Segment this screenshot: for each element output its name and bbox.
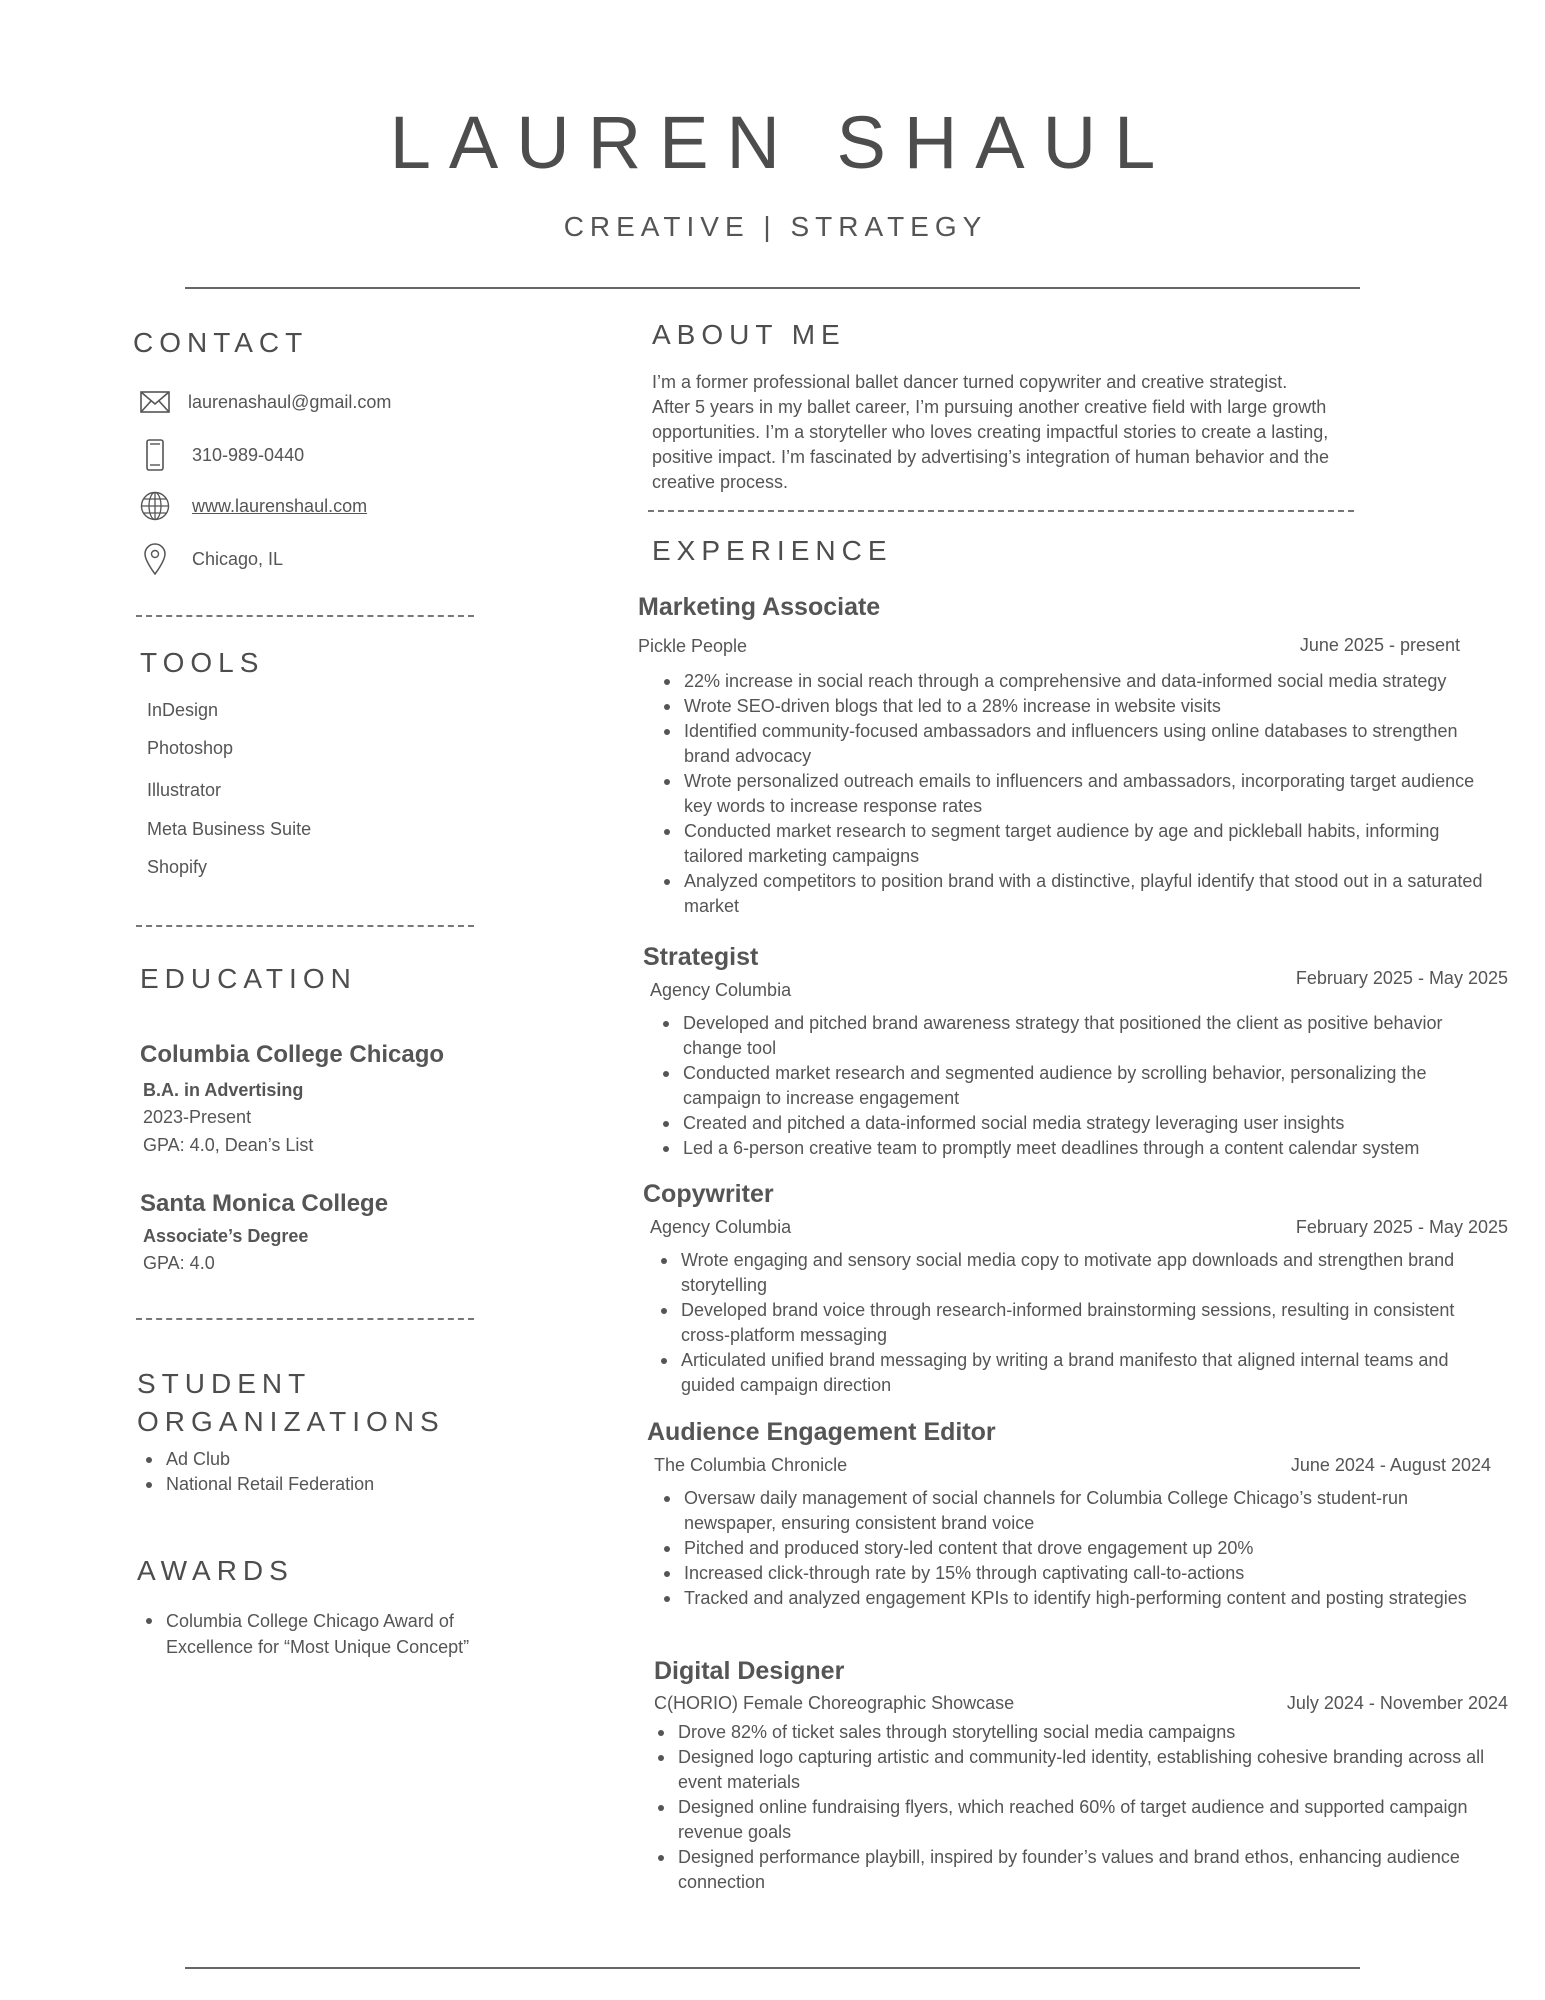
organizations-heading-line2: ORGANIZATIONS xyxy=(137,1406,445,1437)
header-divider xyxy=(185,287,1360,289)
globe-icon xyxy=(138,489,172,523)
contact-location: Chicago, IL xyxy=(192,548,284,569)
list-item: Conducted market research to segment target audience by age and pickleball habits, informing tailored marketing campaigns xyxy=(660,819,1500,869)
contact-phone-row xyxy=(138,438,304,472)
list-item: Articulated unified brand messaging by writing a brand manifesto that aligned internal teams and guided campaign direction xyxy=(657,1348,1497,1398)
job-dates: July 2024 - November 2024 xyxy=(1286,1693,1508,1713)
awards-heading: AWARDS xyxy=(137,1555,294,1586)
job-title: Audience Engagement Editor xyxy=(647,1418,996,1446)
contact-email-row xyxy=(138,385,391,419)
about-line: creative process. xyxy=(652,472,789,492)
phone-icon xyxy=(138,438,172,472)
job-dates: June 2025 - present xyxy=(1299,635,1460,655)
list-item: Identified community-focused ambassadors and influencers using online databases to strengthen brand advocacy xyxy=(660,719,1500,769)
list-item: Ad Club xyxy=(142,1447,482,1472)
list-item: Wrote engaging and sensory social media copy to motivate app downloads and strengthen brand storytelling xyxy=(657,1248,1497,1298)
job-company: Agency Columbia xyxy=(650,980,792,1000)
contact-website-link[interactable]: www.laurenshaul.com xyxy=(192,495,368,516)
list-item: Conducted market research and segmented audience by scrolling behavior, personalizing the campaign to increase engagement xyxy=(659,1061,1499,1111)
job-company: Agency Columbia xyxy=(650,1217,792,1237)
about-line: After 5 years in my ballet career, I’m pursuing another creative field with large growth xyxy=(652,397,1327,417)
footer-divider xyxy=(185,1967,1360,1969)
list-item: Created and pitched a data-informed social media strategy leveraging user insights xyxy=(659,1111,1499,1136)
list-item: Led a 6-person creative team to promptly meet deadlines through a content calendar system xyxy=(659,1136,1499,1161)
school-degree: Associate’s Degree xyxy=(143,1226,309,1246)
tool-item: InDesign xyxy=(147,700,219,720)
job-title: Strategist xyxy=(643,943,759,971)
job-bullets xyxy=(654,1720,1494,1895)
tool-item: Illustrator xyxy=(147,780,222,800)
list-item: Oversaw daily management of social channels for Columbia College Chicago’s student-run newspaper, ensuring consistent brand voice xyxy=(660,1486,1500,1536)
resume-name: LAUREN SHAUL xyxy=(389,101,1174,184)
list-item: Wrote personalized outreach emails to influencers and ambassadors, incorporating target audience key words to increase response rates xyxy=(660,769,1500,819)
contact-heading: CONTACT xyxy=(133,327,309,358)
about-line: opportunities. I’m a storyteller who loves creating impactful stories to create a lasting, xyxy=(652,422,1329,442)
about-line: I’m a former professional ballet dancer turned copywriter and creative strategist. xyxy=(652,372,1288,392)
list-item: Analyzed competitors to position brand with a distinctive, playful identify that stood out in a saturated market xyxy=(660,869,1500,919)
job-title: Copywriter xyxy=(643,1180,774,1208)
list-item: Designed performance playbill, inspired by founder’s values and brand ethos, enhancing audience connection xyxy=(654,1845,1494,1895)
school-gpa: GPA: 4.0 xyxy=(143,1253,215,1273)
list-item: National Retail Federation xyxy=(142,1472,482,1497)
about-divider xyxy=(648,510,1354,512)
job-bullets xyxy=(660,1486,1500,1611)
list-item: Designed logo capturing artistic and community-led identity, establishing cohesive branding across all event materials xyxy=(654,1745,1494,1795)
job-bullets xyxy=(659,1011,1499,1161)
contact-email[interactable]: laurenashaul@gmail.com xyxy=(188,391,392,412)
tools-heading: TOOLS xyxy=(140,647,265,678)
list-item: Wrote SEO-driven blogs that led to a 28% increase in website visits xyxy=(660,694,1500,719)
location-pin-icon xyxy=(138,542,172,576)
organizations-list xyxy=(142,1447,482,1497)
job-dates: February 2025 - May 2025 xyxy=(1295,1217,1508,1237)
about-heading: ABOUT ME xyxy=(652,319,846,350)
contact-location-row xyxy=(138,542,283,576)
school-name: Columbia College Chicago xyxy=(140,1041,445,1068)
job-dates: February 2025 - May 2025 xyxy=(1295,968,1508,988)
list-item: Columbia College Chicago Award of Excellence for “Most Unique Concept” xyxy=(142,1608,492,1660)
education-heading: EDUCATION xyxy=(140,963,357,994)
list-item: Designed online fundraising flyers, which reached 60% of target audience and supported campaign revenue goals xyxy=(654,1795,1494,1845)
about-paragraph xyxy=(652,370,1412,495)
tools-divider xyxy=(136,925,474,927)
list-item: Drove 82% of ticket sales through storytelling social media campaigns xyxy=(654,1720,1494,1745)
list-item: Pitched and produced story-led content that drove engagement up 20% xyxy=(660,1536,1500,1561)
job-company: Pickle People xyxy=(638,636,748,656)
tool-item: Meta Business Suite xyxy=(147,819,312,839)
job-bullets xyxy=(660,669,1500,919)
awards-list xyxy=(142,1608,492,1660)
school-years: 2023-Present xyxy=(143,1107,252,1127)
job-company: C(HORIO) Female Choreographic Showcase xyxy=(654,1693,1015,1713)
job-company: The Columbia Chronicle xyxy=(654,1455,848,1475)
mail-icon xyxy=(138,385,172,419)
job-dates: June 2024 - August 2024 xyxy=(1290,1455,1491,1475)
list-item: 22% increase in social reach through a comprehensive and data-informed social media strategy xyxy=(660,669,1500,694)
list-item: Developed and pitched brand awareness strategy that positioned the client as positive behavior change tool xyxy=(659,1011,1499,1061)
resume-subtitle: CREATIVE | STRATEGY xyxy=(563,211,988,242)
organizations-heading: STUDENT xyxy=(137,1368,312,1399)
contact-website-row xyxy=(138,489,367,523)
list-item: Tracked and analyzed engagement KPIs to identify high-performing content and posting strategies xyxy=(660,1586,1500,1611)
tool-item: Shopify xyxy=(147,857,208,877)
school-name: Santa Monica College xyxy=(140,1190,389,1217)
tool-item: Photoshop xyxy=(147,738,234,758)
school-gpa: GPA: 4.0, Dean’s List xyxy=(143,1135,314,1155)
job-title: Digital Designer xyxy=(654,1657,845,1685)
about-line: positive impact. I’m fascinated by advertising’s integration of human behavior and the xyxy=(652,447,1330,467)
job-bullets xyxy=(657,1248,1497,1398)
list-item: Developed brand voice through research-informed brainstorming sessions, resulting in consistent cross-platform messaging xyxy=(657,1298,1497,1348)
school-degree: B.A. in Advertising xyxy=(143,1080,304,1100)
contact-divider xyxy=(136,615,474,617)
job-title: Marketing Associate xyxy=(638,593,881,621)
education-divider xyxy=(136,1318,474,1320)
contact-phone[interactable]: 310-989-0440 xyxy=(192,444,305,465)
experience-heading: EXPERIENCE xyxy=(652,535,893,566)
list-item: Increased click-through rate by 15% through captivating call-to-actions xyxy=(660,1561,1500,1586)
